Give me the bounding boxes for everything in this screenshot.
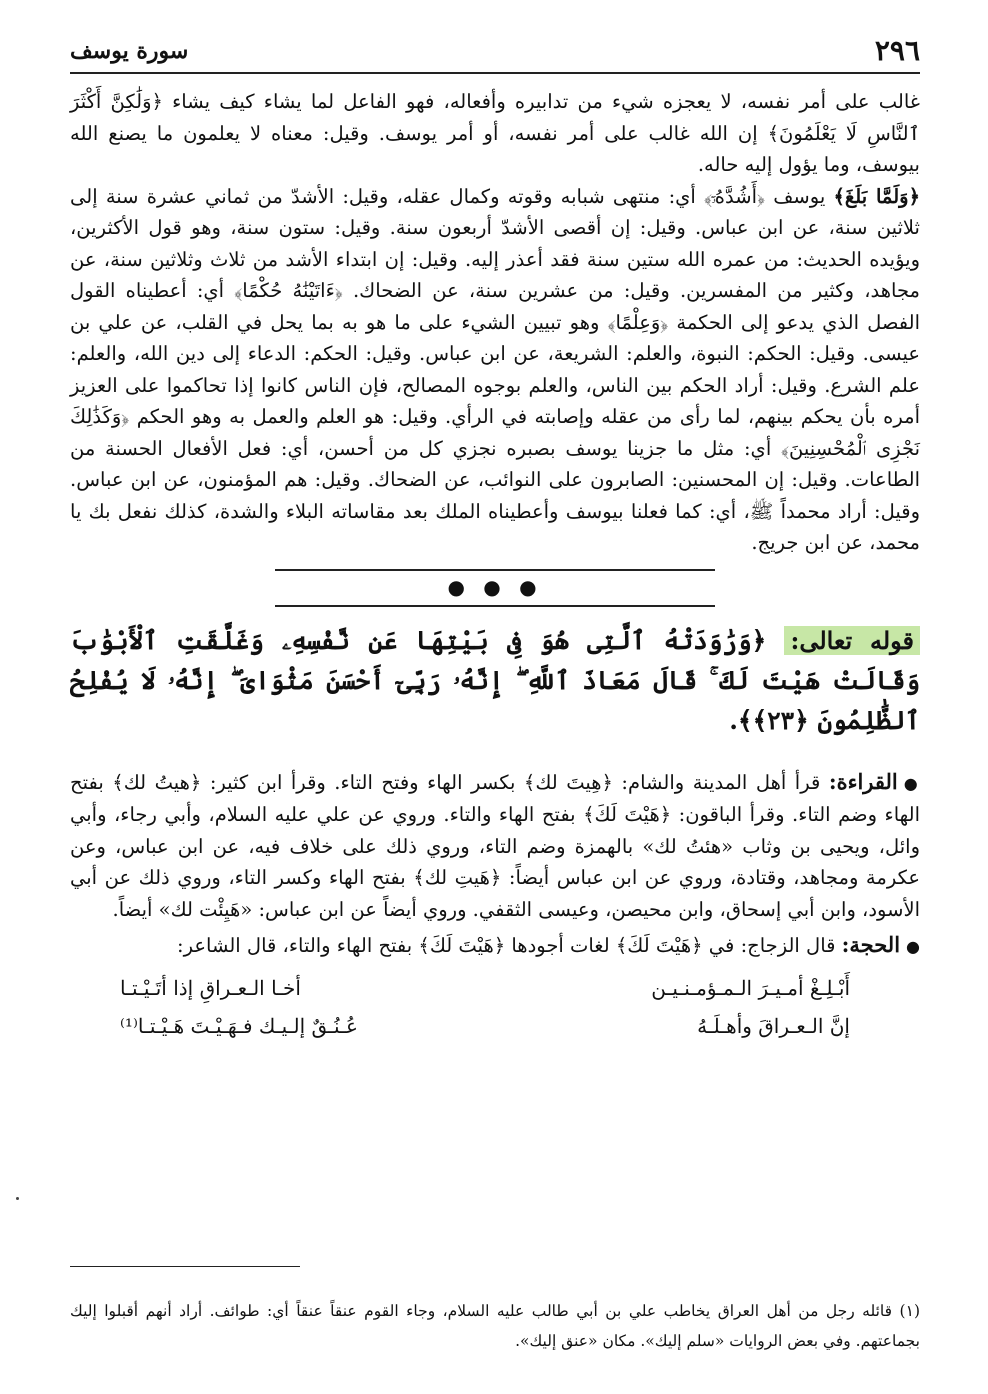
commentary-paragraph-2	[70, 181, 920, 559]
page-body	[70, 28, 920, 1045]
footnote-text: قائله رجل من أهل العراق يخاطب علي بن أبي طالب عليه السلام، وجاء القوم عنقاً عنقاً أي: طوائف. أراد أنهم أقبلوا إليك بجماعتهم. وفي بعض الروايات «سلم إليك». مكان «عنق إليك».	[70, 1301, 920, 1350]
footnote-1	[70, 1296, 920, 1356]
page-header	[70, 28, 920, 74]
section-text: قال الزجاج: في ﴿هَيْتَ لَكَ﴾ لغات أجودها ﴿هَيْتَ لَكَ﴾ بفتح الهاء والتاء، قال الشاعر:	[177, 934, 842, 957]
scan-speck	[16, 1197, 19, 1200]
poem	[70, 969, 920, 1045]
poem-hemistich-right: أَبْـلِـغْ أمـيـرَ الـمـؤمـنـيـن	[651, 975, 850, 1000]
commentary-paragraph-1	[70, 86, 920, 181]
verse-label: قوله تعالى:	[784, 626, 920, 655]
quran-quote: ﴿وَلَمَّا بَلَغَ﴾	[833, 184, 920, 208]
section-text: قرأ أهل المدينة والشام: ﴿هِيتَ لك﴾ بكسر الهاء وفتح التاء. وقرأ ابن كثير: ﴿هيتُ لك﴾ بفتح الهاء وضم التاء. وقرأ الباقون: ﴿هَيْتَ لَكَ﴾ بفتح الهاء والتاء. وروي عن علي عليه السلام، وأبي رجاء، وأبي وائل، ويحيى بن وثاب «هئتُ لك» بالهمزة وضم التاء، وروي ذلك على خلاف فيه، عن ابن عباس، وعن عكرمة ومجاهد، وقتادة، وروي عن ابن عباس أيضاً: ﴿هَيتِ لك﴾ بفتح الهاء وكسر التاء، وروي ذلك عن أبي الأسود، وابن أبي إسحاق، وابن محيصن، وعيسى الثقفي. وروي أيضاً عن ابن عباس: «هَيِئْت لك» أيضاً.	[70, 770, 920, 921]
quran-verse	[70, 621, 920, 741]
section-heading: القراءة:	[828, 768, 898, 794]
poem-hemistich-left: عُـنُـقٌ إلـيـك فـهَـيْـتَ هَـيْـتـا⁽¹⁾	[120, 1013, 358, 1038]
paragraph-text: يوسف ﴿أَشُدَّهُۥٓ﴾ أي: منتهى شبابه وقوته وكمال عقله، وقيل: الأشدّ من ثماني عشرة سنة إلى ثلاثين سنة، عن ابن عباس. وقيل: إن أقصى الأشدّ أربعون سنة. وقيل: ستون سنة، وهو قول الأكثرين، ويؤيده الحديث: من عمره الله ستين سنة فقد أعذر إليه. وقيل: إن ابتداء الأشد من ثلاث وثلاثين سنة، عن مجاهد، وكثير من المفسرين. وقيل: من عشرين سنة، عن الضحاك. ﴿ءَاتَيْنَٰهُ حُكْمًا﴾ أي: أعطيناه القول الفصل الذي يدعو إلى الحكمة ﴿وَعِلْمًا﴾ وهو تبيين الشيء على ما هو به بما يحل في القلب، عن علي بن عيسى. وقيل: الحكم: النبوة، والعلم: الشريعة، عن ابن عباس. وقيل: الحكم: الدعاء إلى دين الله، والعلم: علم الشرع. وقيل: أراد الحكم بين الناس، والعلم بوجوه المصالح، فإن الناس كانوا إذا تحاكموا على العزيز أمره بأن يحكم بينهم، لما رأى من عقله وإصابته في الرأي. وقيل: هو العلم والعمل به وهو الحكم ﴿وَكَذَٰلِكَ نَجْزِى ٱلْمُحْسِنِينَ﴾ أي: مثل ما جزينا يوسف بصبره نجزي كل من أحسن، أي: فعل الأفعال الحسنة من الطاعات. وقيل: إن المحسنين: الصابرون على النوائب، عن الضحاك. وقيل: هم المؤمنون، عن ابن عباس. وقيل: أراد محمداً ﷺ، أي: كما فعلنا بيوسف وأعطيناه الملك بعد مقاساته البلاء والشدة، كذلك نفعل بك يا محمد، عن ابن جريج.	[70, 184, 920, 554]
bullet-icon: ●	[903, 773, 920, 793]
poem-hemistich-left: أخـا الـعـراقِ إذا أتَـيْـتـا	[120, 975, 301, 1000]
poem-verse	[70, 1007, 920, 1045]
section-separator	[70, 565, 920, 613]
poem-hemistich-right: إنَّ الـعـراقَ وأهـلَـهُ	[697, 1013, 850, 1038]
footnote-marker: (١)	[899, 1301, 920, 1320]
separator-rule-top	[275, 569, 715, 571]
footnote-rule	[70, 1266, 300, 1267]
sura-title: سورة يوسف	[70, 38, 189, 64]
page-number: ٢٩٦	[874, 34, 920, 67]
paragraph-text: غالب على أمر نفسه، لا يعجزه شيء من تدابيره وأفعاله، فهو الفاعل لما يشاء كيف يشاء ﴿وَلَٰكِنَّ أَكْثَرَ ٱلنَّاسِ لَا يَعْلَمُونَ﴾ إن الله غالب على أمر نفسه، أو أمر يوسف. وقيل: معناه لا يعلمون ما يصنع الله بيوسف، وما يؤول إليه حاله.	[70, 90, 920, 176]
qiraah-section	[70, 766, 920, 926]
poem-verse	[70, 969, 920, 1007]
bullet-icon: ●	[906, 937, 920, 956]
hujjah-section	[70, 929, 920, 963]
section-heading: الحجة:	[841, 932, 901, 957]
separator-rule-bottom	[275, 605, 715, 607]
separator-dots: ● ● ●	[447, 574, 543, 599]
verse-text: ﴿وَرَٰوَدَتْهُ ٱلَّتِى هُوَ فِى بَيْتِهَا عَن نَّفْسِهِۦ وَغَلَّقَتِ ٱلْأَبْوَٰبَ وَقَالَتْ هَيْتَ لَكَ ۚ قَالَ مَعَاذَ ٱللَّهِ ۖ إِنَّهُۥ رَبِّىٓ أَحْسَنَ مَثْوَاىَ ۖ إِنَّهُۥ لَا يُفْلِحُ ٱلظَّٰلِمُونَ ﴿٢٣﴾﴾.	[70, 625, 920, 735]
